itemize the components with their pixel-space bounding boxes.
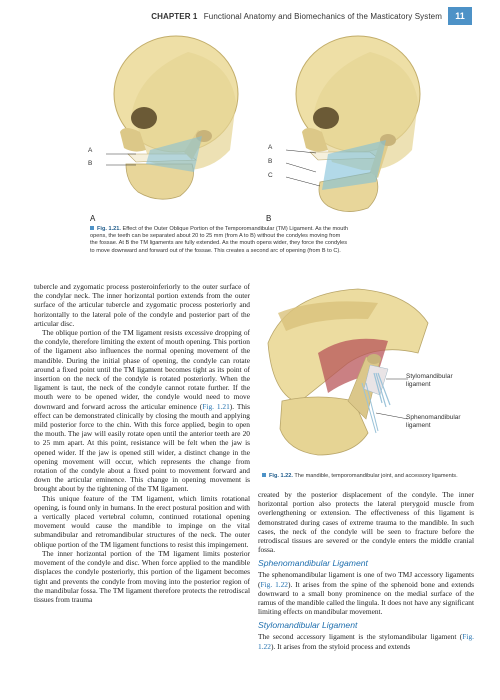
callout-a: A xyxy=(268,144,273,151)
paragraph xyxy=(258,632,474,650)
caption-line-3: the fossae. At B the TM ligaments are fully extended. As the mouth opens wider, they force the condyles xyxy=(90,240,348,247)
text: The oblique portion of the TM ligament resists excessive dropping of the condyle, therefore limiting the extent of mouth opening. This portion of the ligament also influences the normal opening movement of the mandible. During the initial phase of opening, the condyle can rotate around a fixed point until the TM ligament becomes tight as its point of insertion on the neck of the condyle is rotated posteriorly. When the ligament is taut, the neck of the condyle cannot rotate further. If the mouth were to be opened wider, the condyle would need to move downward and forward across the articular eminence ( xyxy=(34,328,250,411)
text: The second accessory ligament is the stylomandibular ligament ( xyxy=(258,632,463,642)
text: The sphenomandibular ligament is one of two TMJ accessory ligaments ( xyxy=(258,570,474,589)
section-heading: Sphenomandibular Ligament xyxy=(258,558,368,569)
paragraph: tubercle and zygomatic process posteroinferiorly to the outer surface of the condylar neck. The inner horizontal portion extends from the outer surface of the articular tubercle and zygomatic process posteriorly and horizontally to the lateral pole of the condyle and posterior part of the articular disc. xyxy=(34,282,250,328)
page-header xyxy=(0,0,500,32)
page-number: 11 xyxy=(448,7,472,25)
caption-marker-icon xyxy=(262,473,266,477)
caption-label: Fig. 1.22. xyxy=(269,473,293,479)
caption-line-1: Effect of the Outer Oblique Portion of the Temporomandibular (TM) Ligament. As the mouth xyxy=(122,226,349,232)
callout-a: A xyxy=(88,147,93,154)
caption-line-2: opens, the teeth can be separated about 20 to 25 mm (from A to B) without the condyles moving from xyxy=(90,233,341,240)
paragraph: The inner horizontal portion of the TM ligament limits posterior movement of the condyle and disc. When force applied to the mandible displaces the condyle posteriorly, this portion of the ligament becomes tight and prevents the condyle from moving into the posterior region of the mandibular fossa. The TM ligament therefore protects the retrodiscal tissues from trauma xyxy=(34,548,250,604)
paragraph xyxy=(34,328,250,494)
callout-b: B xyxy=(268,158,273,165)
figure-1-21-panel-a xyxy=(80,32,252,222)
caption-line-4: to move downward and forward out of the fossae. This creates a second arc of opening (from B to C). xyxy=(90,247,341,254)
figure-1-22 xyxy=(258,283,468,473)
label-stylomandibular: Stylomandibular ligament xyxy=(406,373,453,388)
text: ). This effect can be demonstrated clinically by closing the mouth and applying mild posterior force to the chin. With this force applied, begin to open the mouth. The jaw will easily rotate open until the anterior teeth are 20 to 25 mm apart. At this point, resistance will be felt when the jaw is opened wider. If the jaw is opened still wider, a distinct change in the opening movement will occur, which represents the change from rotation of the condyle about a fixed point to movement forward and down the articular eminence. This change in opening movement is brought about by the tightening of the TM ligament. xyxy=(34,401,250,494)
chapter-title: Functional Anatomy and Biomechanics of the Masticatory System xyxy=(203,12,442,21)
caption-marker-icon xyxy=(90,226,94,230)
figure-1-21 xyxy=(80,32,435,232)
panel-letter-b: B xyxy=(266,214,272,223)
paragraph: created by the posterior displacement of the condyle. The inner horizontal portion also protects the lateral pterygoid muscle from overlengthening or extension. The effectiveness of this ligament is demonstrated during cases of extreme trauma to the mandible. In such cases, the neck of the condyle will be seen to fracture before the retrodiscal tissues are severed or the condyle enters the middle cranial fossa. xyxy=(258,490,474,555)
right-column xyxy=(258,490,474,651)
figure-reference-link[interactable]: Fig. 1.21 xyxy=(202,401,230,411)
figure-1-21-panel-b xyxy=(262,32,434,222)
running-title xyxy=(151,12,442,21)
callout-c: C xyxy=(268,172,273,179)
label-sphenomandibular: Sphenomandibular ligament xyxy=(406,414,461,429)
figure-1-21-caption xyxy=(90,226,440,255)
chapter-label: CHAPTER 1 xyxy=(151,12,198,21)
panel-letter-a: A xyxy=(90,214,96,223)
paragraph: This unique feature of the TM ligament, which limits rotational opening, is found only in humans. In the erect postural position and with a vertically placed vertebral column, continued rotational opening movement would cause the mandible to impinge on the vital submandibular and retromandibular structures of the neck. The outer oblique portion of the TM ligament functions to resist this impingement. xyxy=(34,493,250,549)
figure-reference-link[interactable]: Fig. 1.22 xyxy=(258,632,474,651)
text: ). It arises from the styloid process and extends xyxy=(270,641,411,651)
figure-1-22-caption xyxy=(262,473,477,480)
callout-b: B xyxy=(88,160,93,167)
skull-illustration-closed xyxy=(80,32,252,222)
skull-illustration-open xyxy=(262,32,434,222)
paragraph xyxy=(258,570,474,616)
text: ). It arises from the spine of the sphenoid bone and extends downward to a small bony prominence on the medial surface of the ramus of the mandible called the lingula. It does not have any significant limiting effects on mandibular movement. xyxy=(258,579,474,617)
left-column xyxy=(34,282,250,604)
caption-text: The mandible, temporomandibular joint, and accessory ligaments. xyxy=(294,473,458,479)
caption-label: Fig. 1.21. xyxy=(97,226,121,232)
figure-reference-link[interactable]: Fig. 1.22 xyxy=(260,579,289,589)
section-heading: Stylomandibular Ligament xyxy=(258,620,358,631)
